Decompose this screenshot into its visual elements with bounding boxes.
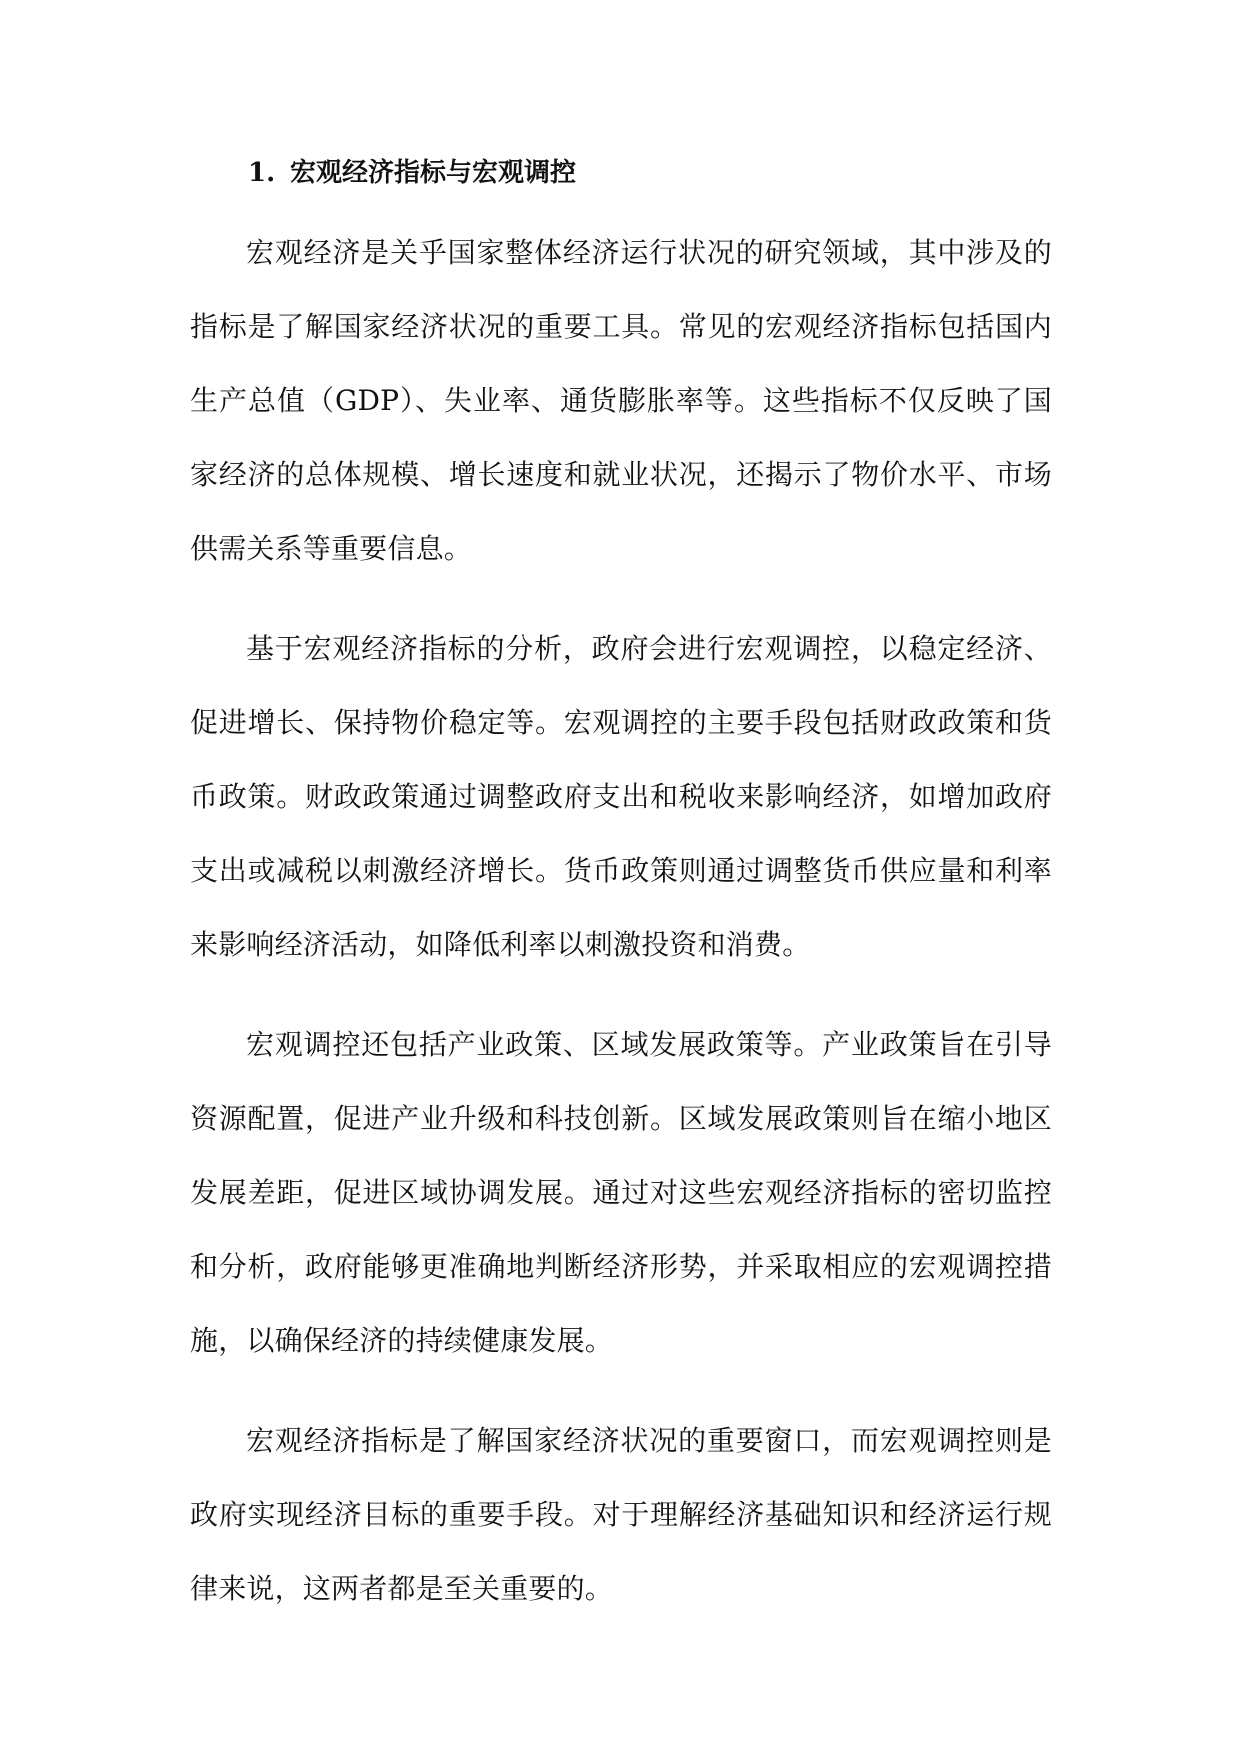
document-body [190, 150, 1052, 1626]
section-heading [190, 150, 1052, 196]
paragraph-2: 基于宏观经济指标的分析，政府会进行宏观调控，以稳定经济、促进增长、保持物价稳定等。宏观调控的主要手段包括财政政策和货币政策。财政政策通过调整政府支出和税收来影响经济，如增加政府支出或减税以刺激经济增长。货币政策则通过调整货币供应量和利率来影响经济活动，如降低利率以刺激投资和消费。 [190, 632, 1052, 961]
section-number: 1. [248, 158, 276, 188]
paragraph-4: 宏观经济指标是了解国家经济状况的重要窗口，而宏观调控则是政府实现经济目标的重要手段。对于理解经济基础知识和经济运行规律来说，这两者都是至关重要的。 [190, 1424, 1052, 1605]
paragraph-3: 宏观调控还包括产业政策、区域发展政策等。产业政策旨在引导资源配置，促进产业升级和科技创新。区域发展政策则旨在缩小地区发展差距，促进区域协调发展。通过对这些宏观经济指标的密切监控和分析，政府能够更准确地判断经济形势，并采取相应的宏观调控措施，以确保经济的持续健康发展。 [190, 1028, 1052, 1357]
paragraph-1: 宏观经济是关乎国家整体经济运行状况的研究领域，其中涉及的指标是了解国家经济状况的重要工具。常见的宏观经济指标包括国内生产总值（GDP）、失业率、通货膨胀率等。这些指标不仅反映了国家经济的总体规模、增长速度和就业状况，还揭示了物价水平、市场供需关系等重要信息。 [190, 236, 1052, 565]
section-title: 宏观经济指标与宏观调控 [290, 158, 577, 188]
